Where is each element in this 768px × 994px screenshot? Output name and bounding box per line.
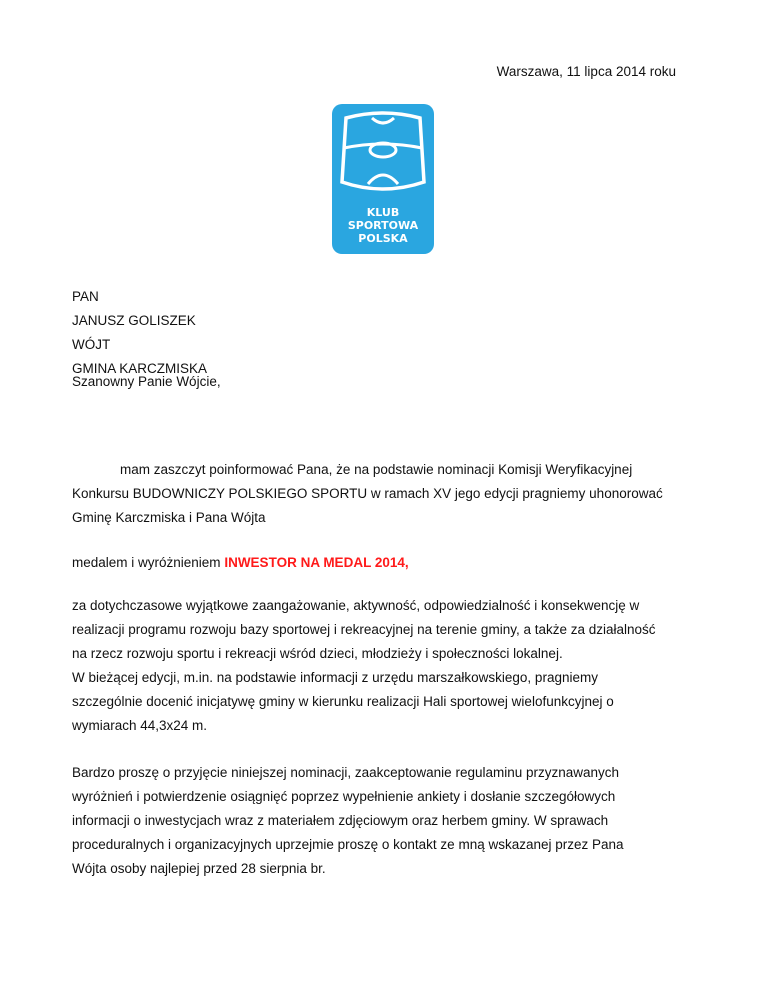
award-line bbox=[72, 551, 702, 575]
logo-text-line2: SPORTOWA bbox=[347, 219, 419, 232]
paragraph-request bbox=[72, 761, 702, 881]
recipient-line: WÓJT bbox=[72, 337, 111, 352]
paragraph-line: Wójta osoby najlepiej przed 28 sierpnia br. bbox=[72, 861, 326, 876]
paragraph-line: mam zaszczyt poinformować Pana, że na podstawie nominacji Komisji Weryfikacyjnej bbox=[120, 462, 633, 477]
logo-text-line1: KLUB bbox=[366, 206, 400, 219]
recipient-line: GMINA KARCZMISKA bbox=[72, 361, 208, 376]
paragraph-line: W bieżącej edycji, m.in. na podstawie informacji z urzędu marszałkowskiego, pragniemy bbox=[72, 670, 598, 685]
paragraph-line: informacji o inwestycjach wraz z materiałem zdjęciowym oraz herbem gminy. W sprawach bbox=[72, 813, 609, 828]
paragraph-line: realizacji programu rozwoju bazy sportowej i rekreacyjnej na terenie gminy, a także za działalność bbox=[72, 622, 656, 637]
paragraph-line: Konkursu BUDOWNICZY POLSKIEGO SPORTU w ramach XV jego edycji pragniemy uhonorować bbox=[72, 486, 663, 501]
paragraph-line: za dotychczasowe wyjątkowe zaangażowanie, aktywność, odpowiedzialność i konsekwencję w bbox=[72, 598, 640, 613]
paragraph-line: wyróżnień i potwierdzenie osiągnięć poprzez wypełnienie ankiety i dosłanie szczegółowych bbox=[72, 789, 616, 804]
recipient-line: JANUSZ GOLISZEK bbox=[72, 313, 196, 328]
paragraph-line: Bardzo proszę o przyjęcie niniejszej nominacji, zaakceptowanie regulaminu przyznawanych bbox=[72, 765, 620, 780]
award-prefix: medalem i wyróżnieniem bbox=[72, 555, 225, 570]
date-line: Warszawa, 11 lipca 2014 roku bbox=[496, 64, 676, 79]
paragraph-nomination bbox=[72, 458, 702, 530]
logo-text-line3: POLSKA bbox=[358, 232, 408, 245]
award-name: INWESTOR NA MEDAL 2014, bbox=[224, 555, 409, 570]
paragraph-line: wymiarach 44,3x24 m. bbox=[72, 718, 208, 733]
paragraph-justification bbox=[72, 594, 702, 738]
salutation: Szanowny Panie Wójcie, bbox=[72, 374, 221, 389]
paragraph-line: na rzecz rozwoju sportu i rekreacji wśród dzieci, młodzieży i społeczności lokalnej. bbox=[72, 646, 563, 661]
recipient-block bbox=[72, 285, 207, 381]
klub-sportowa-polska-logo bbox=[332, 104, 434, 254]
paragraph-line: proceduralnych i organizacyjnych uprzejmie proszę o kontakt ze mną wskazanej przez Pana bbox=[72, 837, 624, 852]
paragraph-line: szczególnie docenić inicjatywę gminy w kierunku realizacji Hali sportowej wielofunkcyjnej o bbox=[72, 694, 614, 709]
recipient-line: PAN bbox=[72, 289, 99, 304]
paragraph-line: Gminę Karczmiska i Pana Wójta bbox=[72, 510, 266, 525]
